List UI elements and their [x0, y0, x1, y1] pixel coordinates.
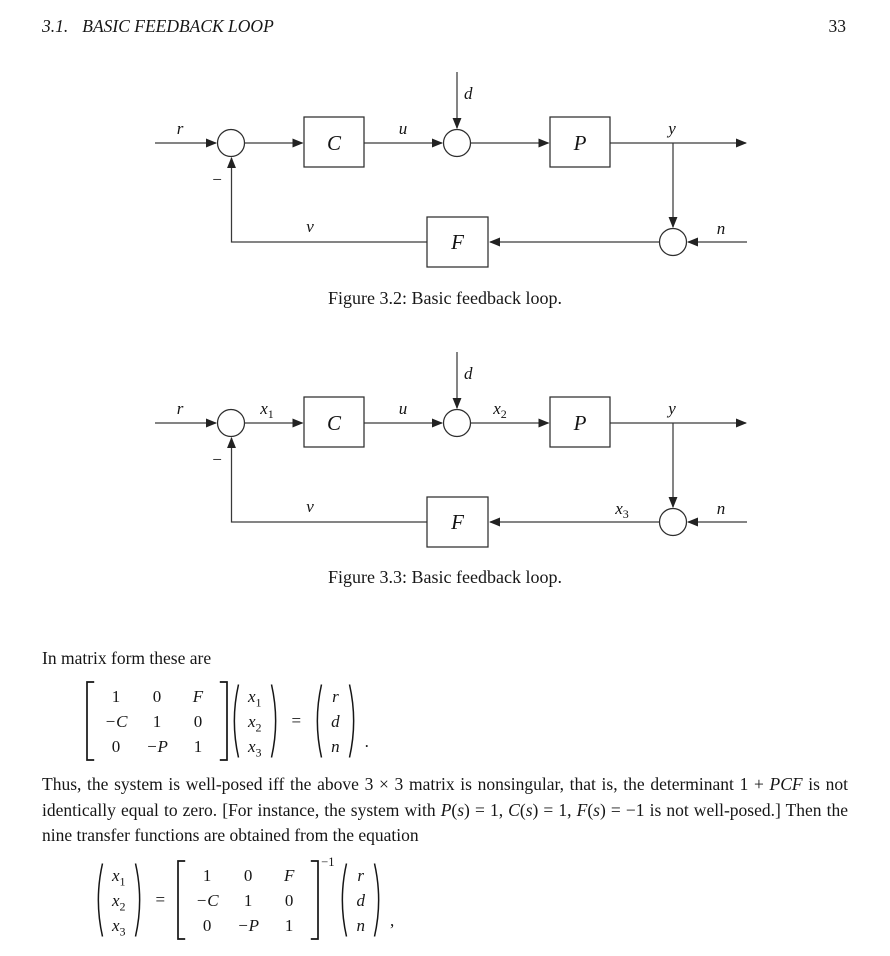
summing-junction-disturbance	[444, 410, 471, 437]
summing-junction-input	[218, 130, 245, 157]
plant-label: P	[573, 411, 587, 435]
matrix-cell: 1	[152, 711, 162, 731]
paren-right	[348, 683, 359, 759]
matrix-cell: 1	[284, 915, 294, 935]
bracket-right	[310, 860, 320, 940]
wire-v-feedback	[232, 158, 428, 242]
bracket-left	[85, 681, 95, 761]
matrix-cell: 0	[111, 736, 121, 756]
label-y: y	[668, 119, 676, 138]
matrix-equation-2	[93, 855, 395, 940]
label-v: v	[306, 497, 314, 516]
matrix-cell: 1	[243, 890, 253, 910]
label-d: d	[464, 84, 473, 103]
vector-entry: d	[331, 711, 340, 731]
vector-entry: n	[356, 915, 365, 935]
label-y: y	[668, 399, 676, 418]
label-d: d	[464, 364, 473, 383]
summing-junction-input	[218, 410, 245, 437]
summing-junction-noise	[660, 229, 687, 256]
page-header	[42, 16, 846, 37]
equals-sign: =	[291, 711, 302, 730]
paren-right	[373, 862, 384, 938]
vector-entries	[323, 684, 348, 759]
paren-left	[229, 683, 240, 759]
matrix-inverse-exponent: −1	[321, 855, 335, 869]
vector-entries	[348, 863, 373, 938]
vector-entry: $x_1$	[112, 865, 126, 888]
bracket-right	[219, 681, 229, 761]
coefficient-matrix	[176, 860, 320, 940]
paren-right	[134, 862, 145, 938]
section-title: BASIC FEEDBACK LOOP	[82, 16, 274, 36]
label-x2: $x_2$	[493, 399, 507, 421]
label-r: r	[176, 399, 184, 418]
matrix-cell: F	[192, 686, 204, 706]
figure-3-3-caption: Figure 3.3: Basic feedback loop.	[328, 567, 562, 587]
matrix-entries	[186, 863, 310, 938]
matrix-cell: 0	[243, 865, 253, 885]
vector-entries	[240, 684, 270, 759]
sensor-label: F	[451, 230, 464, 254]
label-u: u	[398, 399, 408, 418]
vector-entries	[104, 863, 134, 938]
vector-entry: $x_3$	[248, 736, 262, 759]
paren-left	[337, 862, 348, 938]
plant-label: P	[573, 131, 587, 155]
figure-3-2-diagram	[140, 60, 760, 275]
vector-entry: $x_1$	[248, 686, 262, 709]
coefficient-matrix	[85, 681, 229, 761]
vector-entry: $x_2$	[248, 711, 262, 734]
body-paragraph: Thus, the system is well-posed iff the above 3 × 3 matrix is nonsingular, that is, the determinant 1 + PCF is not identically equal to zero. [For instance, the system with P(s) = 1, C(s) = 1, F(s) = −1 is not well-posed.] Then the nine transfer functions are obtained from the equation	[42, 774, 849, 845]
matrix-cell: −C	[104, 711, 128, 731]
vector-entry: d	[356, 890, 365, 910]
page-number: 33	[828, 16, 846, 36]
matrix-cell: 1	[202, 865, 212, 885]
equation-terminator: .	[364, 732, 369, 751]
controller-label: C	[326, 411, 342, 435]
label-x1: $x_1$	[260, 399, 274, 421]
equation-terminator: ,	[389, 911, 395, 930]
controller-label: C	[326, 131, 342, 155]
vector-entry: $x_2$	[112, 890, 126, 913]
matrix-entries	[95, 684, 219, 759]
paren-right	[270, 683, 281, 759]
vector-entry: r	[332, 686, 339, 706]
summing-junction-noise	[660, 509, 687, 536]
matrix-cell: 0	[202, 915, 212, 935]
label-r: r	[176, 119, 184, 138]
equals-sign: =	[155, 890, 166, 909]
figure-3-3-diagram	[140, 340, 760, 555]
input-vector	[312, 683, 359, 759]
figure-3-2-caption: Figure 3.2: Basic feedback loop.	[328, 288, 562, 308]
matrix-cell: 0	[284, 890, 294, 910]
vector-entry: $x_3$	[112, 915, 126, 938]
summing-junction-disturbance	[444, 130, 471, 157]
paren-left	[93, 862, 104, 938]
matrix-cell: 1	[193, 736, 203, 756]
label-n: n	[716, 219, 726, 238]
matrix-cell: 0	[193, 711, 203, 731]
label-u: u	[398, 119, 408, 138]
label-minus: −	[211, 170, 223, 189]
matrix-cell: −P	[237, 915, 260, 935]
section-number: 3.1.	[42, 16, 69, 36]
bracket-left	[176, 860, 186, 940]
sensor-label: F	[451, 510, 464, 534]
state-vector	[229, 683, 281, 759]
matrix-cell: 1	[111, 686, 121, 706]
state-vector	[93, 862, 145, 938]
label-n: n	[716, 499, 726, 518]
label-minus: −	[211, 450, 223, 469]
vector-entry: n	[331, 736, 340, 756]
matrix-cell: −P	[146, 736, 168, 756]
input-vector	[337, 862, 384, 938]
label-v: v	[306, 217, 314, 236]
wire-v-feedback	[232, 438, 428, 522]
matrix-cell: −C	[195, 890, 219, 910]
paren-left	[312, 683, 323, 759]
label-x3: $x_3$	[615, 499, 629, 521]
matrix-cell: F	[283, 865, 295, 885]
matrix-cell: 0	[152, 686, 162, 706]
section-heading	[42, 16, 274, 37]
matrix-intro-text: In matrix form these are	[42, 648, 212, 668]
matrix-equation-1	[85, 681, 369, 761]
vector-entry: r	[357, 865, 365, 885]
